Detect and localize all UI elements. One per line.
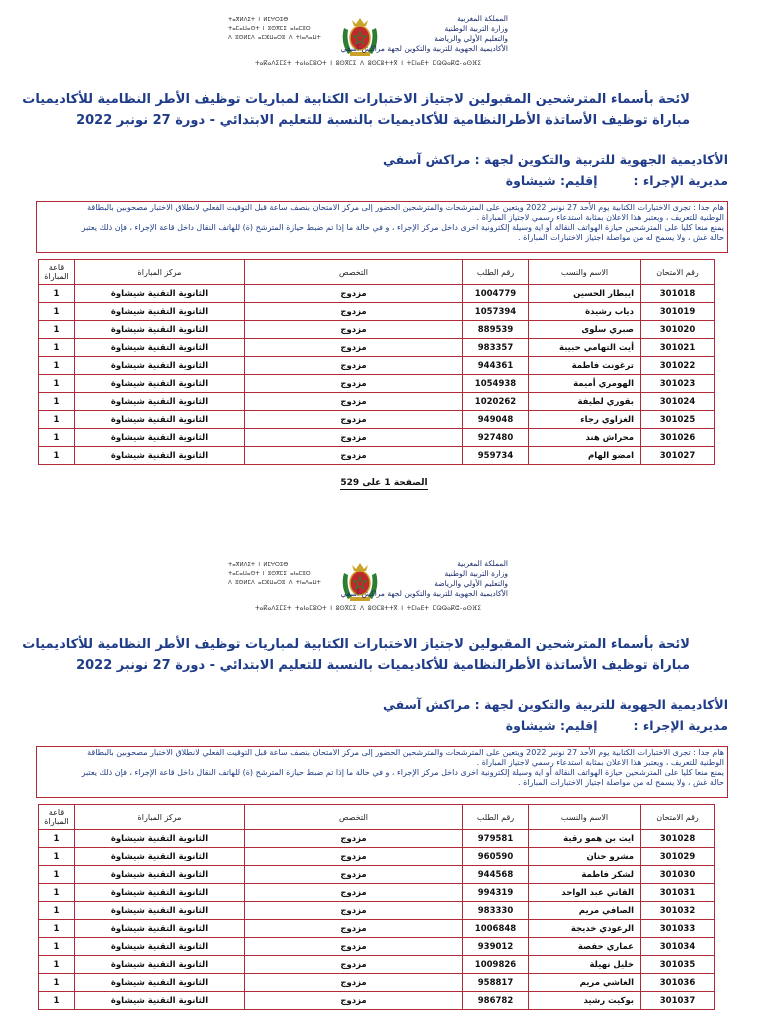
- name-cell: الرعودي خديجة: [529, 920, 641, 938]
- table-row: [39, 393, 715, 411]
- header-room: قاعة المباراة: [39, 260, 75, 285]
- table-row: [39, 920, 715, 938]
- table-row: [39, 938, 715, 956]
- province-name: إقليم: شيشاوة: [505, 718, 598, 733]
- room-cell: 1: [39, 830, 75, 848]
- room-cell: 1: [39, 321, 75, 339]
- center-cell: الثانوية التقنية شيشاوة: [75, 357, 245, 375]
- room-cell: 1: [39, 920, 75, 938]
- name-cell: الصافي مريم: [529, 902, 641, 920]
- specialty-cell: مزدوج: [245, 992, 463, 1010]
- document-subtitle: مباراة توظيف الأساتذة الأطرالنظامية للأكاديميات بالنسبة للتعليم الابتدائي - دورة 27 نونبر 2022: [76, 113, 690, 128]
- pager-current: 1: [384, 478, 391, 488]
- center-cell: الثانوية التقنية شيشاوة: [75, 866, 245, 884]
- candidates-table: [38, 259, 715, 465]
- table-row: [39, 375, 715, 393]
- academy-name: الأكاديمية الجهوية للتربية والتكوين لجهة : مراكش آسفي: [383, 152, 728, 167]
- table-row: [39, 303, 715, 321]
- name-cell: عماري حفصة: [529, 938, 641, 956]
- exam-no-cell: 301028: [641, 830, 715, 848]
- pager-total: 529: [340, 478, 360, 488]
- room-cell: 1: [39, 429, 75, 447]
- tifinagh-line: ⴷ ⵓⵙⵍⵎⴷ ⴰⵎⵣⵡⴰⵔⵓ ⴷ ⵜⵏⴰⴷⴰⵡⵜ: [228, 580, 321, 586]
- document-subtitle: مباراة توظيف الأساتذة الأطرالنظامية للأكاديميات بالنسبة للتعليم الابتدائي - دورة 27 نونبر 2022: [76, 658, 690, 673]
- center-cell: الثانوية التقنية شيشاوة: [75, 411, 245, 429]
- center-cell: الثانوية التقنية شيشاوة: [75, 339, 245, 357]
- name-cell: القاتي عبد الواحد: [529, 884, 641, 902]
- request-no-cell: 949048: [463, 411, 529, 429]
- name-cell: لشكر فاطمة: [529, 866, 641, 884]
- exam-no-cell: 301021: [641, 339, 715, 357]
- specialty-cell: مزدوج: [245, 848, 463, 866]
- tifinagh-ministry-name: [228, 561, 328, 588]
- exam-no-cell: 301034: [641, 938, 715, 956]
- request-no-cell: 927480: [463, 429, 529, 447]
- specialty-cell: مزدوج: [245, 938, 463, 956]
- header-specialty: التخصص: [245, 805, 463, 830]
- request-no-cell: 958817: [463, 974, 529, 992]
- specialty-cell: مزدوج: [245, 357, 463, 375]
- exam-no-cell: 301022: [641, 357, 715, 375]
- request-no-cell: 994319: [463, 884, 529, 902]
- center-cell: الثانوية التقنية شيشاوة: [75, 848, 245, 866]
- header-exam-no: رقم الامتحان: [641, 805, 715, 830]
- room-cell: 1: [39, 447, 75, 465]
- page-number: [0, 478, 768, 488]
- room-cell: 1: [39, 866, 75, 884]
- table-row: [39, 902, 715, 920]
- room-cell: 1: [39, 974, 75, 992]
- ministry-logo-header: [228, 559, 508, 619]
- name-cell: الغزاوي رجاء: [529, 411, 641, 429]
- arabic-academy-line: الأكاديمية الجهوية للتربية والتكوين لجهة مراكش-آسفي: [340, 44, 508, 53]
- important-notice: [36, 201, 728, 253]
- tifinagh-academy-line: ⵜⴰⴽⴰⴷⵉⵎⵉⵜ ⵜⴰⵏⴰⵎⵓⵔⵜ ⵏ ⵓⵙⴳⵎⵉ ⴷ ⵓⵙⵎⵓⵜⵜⴳ ⵏ ⵜⵎⵏⴰⴹⵜ ⵎⵕⵕⴰⴽⵛ-ⴰⵙⴼⵉ: [254, 605, 482, 612]
- direction-line: [228, 173, 728, 188]
- center-cell: الثانوية التقنية شيشاوة: [75, 393, 245, 411]
- request-no-cell: 959734: [463, 447, 529, 465]
- notice-line: حالة غش ، ولا يسمح له من مواصلة اجتياز الاختبارات المباراة .: [518, 233, 724, 242]
- exam-no-cell: 301020: [641, 321, 715, 339]
- table-row: [39, 321, 715, 339]
- specialty-cell: مزدوج: [245, 447, 463, 465]
- request-no-cell: 1004779: [463, 285, 529, 303]
- direction-label: مديرية الإجراء :: [633, 173, 728, 188]
- name-cell: دياب رشيدة: [529, 303, 641, 321]
- exam-no-cell: 301033: [641, 920, 715, 938]
- document-title: لائحة بأسماء المترشحين المقبولين لاجتياز الاختبارات الكتابية لمباريات توظيف الأطر النظامية للأكاديميات: [22, 92, 690, 107]
- center-cell: الثانوية التقنية شيشاوة: [75, 974, 245, 992]
- specialty-cell: مزدوج: [245, 956, 463, 974]
- table-row: [39, 866, 715, 884]
- direction-label: مديرية الإجراء :: [633, 718, 728, 733]
- exam-no-cell: 301019: [641, 303, 715, 321]
- name-cell: خليل نهيلة: [529, 956, 641, 974]
- table-row: [39, 357, 715, 375]
- request-no-cell: 1009826: [463, 956, 529, 974]
- header-name: الاسم والنسب: [529, 260, 641, 285]
- request-no-cell: 960590: [463, 848, 529, 866]
- notice-line: حالة غش ، ولا يسمح له من مواصلة اجتياز الاختبارات المباراة .: [518, 778, 724, 787]
- notice-line: يمنع منعا كليا على المترشحين حيازة الهواتف النقالة أو اية وسيلة إلكترونية اخرى داخل مركز الإجراء ، و في حالة ما إذا تم ضبط حيازة المترشح (ة) للهاتف النقال داخل قاعة الإجراء ، فإن ذلك يعتبر: [81, 768, 724, 777]
- pager-label: الصفحة: [393, 478, 428, 488]
- arabic-ministry-name: [340, 14, 508, 54]
- specialty-cell: مزدوج: [245, 411, 463, 429]
- center-cell: الثانوية التقنية شيشاوة: [75, 902, 245, 920]
- room-cell: 1: [39, 375, 75, 393]
- header-center: مركز المباراة: [75, 260, 245, 285]
- arabic-line: المملكة المغربية: [457, 559, 508, 568]
- request-no-cell: 1020262: [463, 393, 529, 411]
- specialty-cell: مزدوج: [245, 902, 463, 920]
- notice-line: هام جدا : تجرى الاختبارات الكتابية يوم الأحد 27 نونبر 2022 ويتعين على المترشحات والمترشحين الحضور إلى مركز الامتحان بنصف ساعة قبل التوقيت الفعلي لانطلاق الاختبار مصحوبين بالبطاقة: [87, 748, 724, 757]
- specialty-cell: مزدوج: [245, 830, 463, 848]
- name-cell: أيت التهامي حبيبة: [529, 339, 641, 357]
- table-row: [39, 992, 715, 1010]
- header-request-no: رقم الطلب: [463, 260, 529, 285]
- room-cell: 1: [39, 411, 75, 429]
- center-cell: الثانوية التقنية شيشاوة: [75, 285, 245, 303]
- tifinagh-line: ⵜⴰⵎⴰⵡⴰⵙⵜ ⵏ ⵓⵙⴳⵎⵉ ⴰⵏⴰⵎⵓⵔ: [228, 26, 311, 32]
- table-row: [39, 974, 715, 992]
- table-row: [39, 411, 715, 429]
- exam-no-cell: 301036: [641, 974, 715, 992]
- center-cell: الثانوية التقنية شيشاوة: [75, 303, 245, 321]
- arabic-line: والتعليم الأولي والرياضة: [434, 579, 508, 588]
- specialty-cell: مزدوج: [245, 866, 463, 884]
- center-cell: الثانوية التقنية شيشاوة: [75, 429, 245, 447]
- arabic-academy-line: الأكاديمية الجهوية للتربية والتكوين لجهة مراكش-آسفي: [340, 589, 508, 598]
- arabic-line: المملكة المغربية: [457, 14, 508, 23]
- tifinagh-ministry-name: [228, 16, 328, 43]
- academy-name: الأكاديمية الجهوية للتربية والتكوين لجهة : مراكش آسفي: [383, 697, 728, 712]
- request-no-cell: 889539: [463, 321, 529, 339]
- center-cell: الثانوية التقنية شيشاوة: [75, 884, 245, 902]
- room-cell: 1: [39, 393, 75, 411]
- specialty-cell: مزدوج: [245, 429, 463, 447]
- exam-no-cell: 301024: [641, 393, 715, 411]
- exam-no-cell: 301037: [641, 992, 715, 1010]
- name-cell: محراش هند: [529, 429, 641, 447]
- request-no-cell: 1054938: [463, 375, 529, 393]
- notice-line: هام جدا : تجرى الاختبارات الكتابية يوم الأحد 27 نونبر 2022 ويتعين على المترشحات والمترشحين الحضور إلى مركز الامتحان بنصف ساعة قبل التوقيت الفعلي لانطلاق الاختبار مصحوبين بالبطاقة: [87, 203, 724, 212]
- table-row: [39, 447, 715, 465]
- tifinagh-line: ⴷ ⵓⵙⵍⵎⴷ ⴰⵎⵣⵡⴰⵔⵓ ⴷ ⵜⵏⴰⴷⴰⵡⵜ: [228, 35, 321, 41]
- header-room: قاعة المباراة: [39, 805, 75, 830]
- room-cell: 1: [39, 357, 75, 375]
- table-row: [39, 848, 715, 866]
- exam-no-cell: 301035: [641, 956, 715, 974]
- table-row: [39, 339, 715, 357]
- request-no-cell: 1057394: [463, 303, 529, 321]
- table-row: [39, 429, 715, 447]
- exam-no-cell: 301018: [641, 285, 715, 303]
- direction-line: [228, 718, 728, 733]
- exam-no-cell: 301032: [641, 902, 715, 920]
- province-name: إقليم: شيشاوة: [505, 173, 598, 188]
- room-cell: 1: [39, 902, 75, 920]
- room-cell: 1: [39, 884, 75, 902]
- name-cell: مشرو حنان: [529, 848, 641, 866]
- specialty-cell: مزدوج: [245, 974, 463, 992]
- ministry-logo-header: [228, 14, 508, 74]
- room-cell: 1: [39, 956, 75, 974]
- request-no-cell: 944361: [463, 357, 529, 375]
- specialty-cell: مزدوج: [245, 285, 463, 303]
- header-name: الاسم والنسب: [529, 805, 641, 830]
- request-no-cell: 979581: [463, 830, 529, 848]
- notice-line: الوطنية للتعريف ، ويعتبر هذا الاعلان بمثابة استدعاء رسمي لاجتياز المباراة .: [476, 758, 724, 767]
- request-no-cell: 939012: [463, 938, 529, 956]
- request-no-cell: 1006848: [463, 920, 529, 938]
- exam-no-cell: 301031: [641, 884, 715, 902]
- center-cell: الثانوية التقنية شيشاوة: [75, 321, 245, 339]
- document-title: لائحة بأسماء المترشحين المقبولين لاجتياز الاختبارات الكتابية لمباريات توظيف الأطر النظامية للأكاديميات: [22, 637, 690, 652]
- center-cell: الثانوية التقنية شيشاوة: [75, 992, 245, 1010]
- table-header-row: [39, 805, 715, 830]
- center-cell: الثانوية التقنية شيشاوة: [75, 375, 245, 393]
- room-cell: 1: [39, 303, 75, 321]
- name-cell: ايت بن همو رقية: [529, 830, 641, 848]
- specialty-cell: مزدوج: [245, 339, 463, 357]
- name-cell: بوكيت رشيد: [529, 992, 641, 1010]
- center-cell: الثانوية التقنية شيشاوة: [75, 956, 245, 974]
- name-cell: الغاشي مريم: [529, 974, 641, 992]
- exam-no-cell: 301023: [641, 375, 715, 393]
- request-no-cell: 983357: [463, 339, 529, 357]
- candidates-table: [38, 804, 715, 1010]
- name-cell: ترغونت فاطمة: [529, 357, 641, 375]
- header-exam-no: رقم الامتحان: [641, 260, 715, 285]
- arabic-ministry-name: [340, 559, 508, 599]
- header-request-no: رقم الطلب: [463, 805, 529, 830]
- exam-no-cell: 301030: [641, 866, 715, 884]
- header-center: مركز المباراة: [75, 805, 245, 830]
- request-no-cell: 944568: [463, 866, 529, 884]
- notice-line: الوطنية للتعريف ، ويعتبر هذا الاعلان بمثابة استدعاء رسمي لاجتياز المباراة .: [476, 213, 724, 222]
- exam-no-cell: 301029: [641, 848, 715, 866]
- tifinagh-line: ⵜⴰⴳⵍⴷⵉⵜ ⵏ ⵍⵎⵖⵔⵉⴱ: [228, 17, 289, 23]
- exam-no-cell: 301026: [641, 429, 715, 447]
- arabic-line: وزارة التربية الوطنية: [444, 24, 508, 33]
- specialty-cell: مزدوج: [245, 920, 463, 938]
- important-notice: [36, 746, 728, 798]
- tifinagh-academy-line: ⵜⴰⴽⴰⴷⵉⵎⵉⵜ ⵜⴰⵏⴰⵎⵓⵔⵜ ⵏ ⵓⵙⴳⵎⵉ ⴷ ⵓⵙⵎⵓⵜⵜⴳ ⵏ ⵜⵎⵏⴰⴹⵜ ⵎⵕⵕⴰⴽⵛ-ⴰⵙⴼⵉ: [254, 60, 482, 67]
- name-cell: صبري سلوى: [529, 321, 641, 339]
- center-cell: الثانوية التقنية شيشاوة: [75, 830, 245, 848]
- room-cell: 1: [39, 992, 75, 1010]
- room-cell: 1: [39, 938, 75, 956]
- table-row: [39, 956, 715, 974]
- name-cell: ايبطار الحسين: [529, 285, 641, 303]
- name-cell: امضو الهام: [529, 447, 641, 465]
- exam-no-cell: 301025: [641, 411, 715, 429]
- table-row: [39, 830, 715, 848]
- request-no-cell: 983330: [463, 902, 529, 920]
- name-cell: بقوري لطيفة: [529, 393, 641, 411]
- specialty-cell: مزدوج: [245, 375, 463, 393]
- pager-of: على: [362, 478, 382, 488]
- table-row: [39, 884, 715, 902]
- table-row: [39, 285, 715, 303]
- specialty-cell: مزدوج: [245, 884, 463, 902]
- room-cell: 1: [39, 339, 75, 357]
- room-cell: 1: [39, 285, 75, 303]
- exam-no-cell: 301027: [641, 447, 715, 465]
- notice-line: يمنع منعا كليا على المترشحين حيازة الهواتف النقالة أو اية وسيلة إلكترونية اخرى داخل مركز الإجراء ، و في حالة ما إذا تم ضبط حيازة المترشح (ة) للهاتف النقال داخل قاعة الإجراء ، فإن ذلك يعتبر: [81, 223, 724, 232]
- room-cell: 1: [39, 848, 75, 866]
- header-specialty: التخصص: [245, 260, 463, 285]
- name-cell: الهومري أميمة: [529, 375, 641, 393]
- arabic-line: وزارة التربية الوطنية: [444, 569, 508, 578]
- tifinagh-line: ⵜⴰⵎⴰⵡⴰⵙⵜ ⵏ ⵓⵙⴳⵎⵉ ⴰⵏⴰⵎⵓⵔ: [228, 571, 311, 577]
- center-cell: الثانوية التقنية شيشاوة: [75, 447, 245, 465]
- arabic-line: والتعليم الأولي والرياضة: [434, 34, 508, 43]
- center-cell: الثانوية التقنية شيشاوة: [75, 920, 245, 938]
- request-no-cell: 986782: [463, 992, 529, 1010]
- specialty-cell: مزدوج: [245, 303, 463, 321]
- tifinagh-line: ⵜⴰⴳⵍⴷⵉⵜ ⵏ ⵍⵎⵖⵔⵉⴱ: [228, 562, 289, 568]
- specialty-cell: مزدوج: [245, 393, 463, 411]
- center-cell: الثانوية التقنية شيشاوة: [75, 938, 245, 956]
- specialty-cell: مزدوج: [245, 321, 463, 339]
- table-header-row: [39, 260, 715, 285]
